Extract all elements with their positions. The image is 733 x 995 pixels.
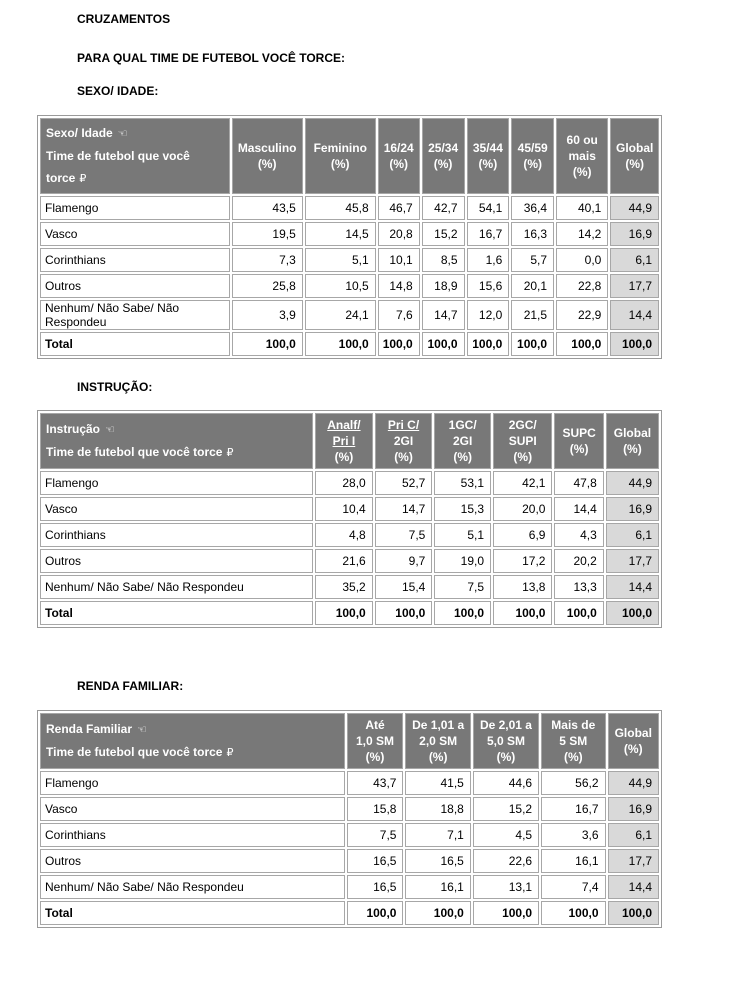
column-header-line: 2GI (393, 434, 414, 448)
value-cell: 7,5 (347, 823, 404, 847)
value-cell: 15,2 (473, 797, 539, 821)
value-cell: 7,5 (375, 523, 433, 547)
column-header-line: (%) (394, 450, 413, 464)
column-header-line: (%) (428, 750, 448, 764)
value-cell: 15,8 (347, 797, 404, 821)
value-cell: 20,1 (511, 274, 554, 298)
value-cell: 28,0 (315, 471, 373, 495)
column-header-line: mais (568, 149, 596, 163)
value-cell: 56,2 (541, 771, 605, 795)
value-cell: 100,0 (467, 332, 510, 356)
table-row (40, 523, 659, 547)
column-header-line: (%) (625, 157, 644, 171)
column-header (378, 118, 420, 194)
variable-label: Time de futebol que você torce (46, 745, 223, 759)
column-header (232, 118, 303, 194)
column-header-line: (%) (563, 750, 583, 764)
value-cell: 7,3 (232, 248, 303, 272)
value-cell: 16,5 (405, 849, 470, 873)
global-value-cell: 17,7 (608, 849, 659, 873)
table-row (40, 300, 659, 330)
value-cell: 22,9 (556, 300, 608, 330)
value-cell: 44,6 (473, 771, 539, 795)
column-header-line: SUPI (508, 434, 537, 448)
value-cell: 10,4 (315, 497, 373, 521)
global-value-cell: 14,4 (610, 300, 659, 330)
column-header (347, 713, 404, 769)
column-header-line: De 1,01 a (412, 718, 465, 732)
column-header (434, 413, 491, 469)
global-value-cell: 17,7 (610, 274, 659, 298)
global-value-cell: 6,1 (606, 523, 659, 547)
pointing-hand-icon: ☜ (117, 128, 128, 140)
crosstab-renda-familiar (37, 710, 662, 928)
value-cell: 15,6 (467, 274, 510, 298)
value-cell: 16,1 (405, 875, 470, 899)
column-header-line: (%) (496, 750, 516, 764)
row-label: Vasco (40, 222, 230, 246)
column-header-line: 1GC/ (448, 418, 477, 432)
column-header-line: Pri C/ (387, 418, 420, 432)
column-header-line: (%) (623, 442, 642, 456)
value-cell: 5,1 (434, 523, 491, 547)
value-cell: 43,5 (232, 196, 303, 220)
column-header-line: (%) (257, 157, 277, 171)
variable-label: Time de futebol que você torce (46, 149, 190, 185)
row-label: Outros (40, 274, 230, 298)
column-header (305, 118, 376, 194)
column-header (375, 413, 433, 469)
value-cell: 46,7 (378, 196, 420, 220)
column-header-line: Mais de (551, 718, 596, 732)
column-header-global (610, 118, 659, 194)
row-label: Total (40, 332, 230, 356)
value-cell: 100,0 (422, 332, 465, 356)
value-cell: 14,7 (375, 497, 433, 521)
value-cell: 20,0 (493, 497, 552, 521)
column-header (467, 118, 510, 194)
global-value-cell: 44,9 (608, 771, 659, 795)
value-cell: 14,5 (305, 222, 376, 246)
row-label: Nenhum/ Não Sabe/ Não Respondeu (40, 575, 313, 599)
value-cell: 100,0 (493, 601, 552, 625)
value-cell: 47,8 (554, 471, 603, 495)
column-header-global (608, 713, 659, 769)
row-label: Flamengo (40, 196, 230, 220)
value-cell: 6,9 (493, 523, 552, 547)
value-cell: 21,5 (511, 300, 554, 330)
column-header (541, 713, 605, 769)
column-header-line: (%) (513, 450, 533, 464)
value-cell: 14,8 (378, 274, 420, 298)
value-cell: 14,7 (422, 300, 465, 330)
column-header (556, 118, 608, 194)
pointer-symbol-icon: ₽ (226, 747, 234, 759)
value-cell: 4,3 (554, 523, 603, 547)
header-row (40, 713, 659, 769)
table-row (40, 849, 659, 873)
value-cell: 19,0 (434, 549, 491, 573)
dimension-label: Renda Familiar (46, 722, 133, 736)
column-header-line: 2GI (453, 434, 473, 448)
value-cell: 7,4 (541, 875, 605, 899)
global-value-cell: 44,9 (610, 196, 659, 220)
value-cell: 41,5 (405, 771, 470, 795)
table-row (40, 823, 659, 847)
value-cell: 15,2 (422, 222, 465, 246)
column-header-line: (%) (623, 742, 643, 756)
table-row (40, 471, 659, 495)
global-value-cell: 17,7 (606, 549, 659, 573)
pointing-hand-icon: ☜ (137, 724, 147, 736)
value-cell: 1,6 (467, 248, 510, 272)
value-cell: 100,0 (511, 332, 554, 356)
column-header-line: (%) (389, 157, 409, 171)
dimension-label: Instrução (46, 422, 101, 436)
value-cell: 10,1 (378, 248, 420, 272)
table-row (40, 875, 659, 899)
table-row (40, 196, 659, 220)
value-cell: 8,5 (422, 248, 465, 272)
column-header (511, 118, 554, 194)
question-heading: PARA QUAL TIME DE FUTEBOL VOCÊ TORCE: (77, 51, 346, 65)
value-cell: 45,8 (305, 196, 376, 220)
row-label: Vasco (40, 797, 345, 821)
row-label: Outros (40, 549, 313, 573)
value-cell: 43,7 (347, 771, 404, 795)
variable-label: Time de futebol que você torce (46, 445, 223, 459)
value-cell: 100,0 (556, 332, 608, 356)
column-header-line: Global (613, 426, 652, 440)
value-cell: 54,1 (467, 196, 510, 220)
column-header (493, 413, 552, 469)
value-cell: 40,1 (556, 196, 608, 220)
column-header-line: Até (365, 718, 385, 732)
value-cell: 7,1 (405, 823, 470, 847)
value-cell: 15,3 (434, 497, 491, 521)
value-cell: 15,4 (375, 575, 433, 599)
value-cell: 0,0 (556, 248, 608, 272)
value-cell: 9,7 (375, 549, 433, 573)
value-cell: 100,0 (347, 901, 404, 925)
column-header-line: 60 ou (566, 133, 598, 147)
value-cell: 13,3 (554, 575, 603, 599)
row-label: Corinthians (40, 523, 313, 547)
global-value-cell: 14,4 (606, 575, 659, 599)
value-cell: 18,8 (405, 797, 470, 821)
value-cell: 100,0 (375, 601, 433, 625)
header-row (40, 413, 659, 469)
value-cell: 100,0 (305, 332, 376, 356)
global-value-cell: 6,1 (610, 248, 659, 272)
row-label: Flamengo (40, 771, 345, 795)
column-header-line: 45/59 (517, 141, 548, 155)
column-header (405, 713, 470, 769)
row-label: Corinthians (40, 823, 345, 847)
global-value-cell: 14,4 (608, 875, 659, 899)
global-value-cell: 100,0 (610, 332, 659, 356)
corner-header (40, 713, 345, 769)
section-heading-instrucao: INSTRUÇÃO: (77, 380, 153, 394)
column-header-line: (%) (453, 450, 472, 464)
value-cell: 5,1 (305, 248, 376, 272)
value-cell: 100,0 (434, 601, 491, 625)
pointer-symbol-icon: ₽ (226, 447, 234, 459)
column-header-line: Feminino (313, 141, 367, 155)
value-cell: 100,0 (315, 601, 373, 625)
global-value-cell: 100,0 (606, 601, 659, 625)
column-header-line: (%) (365, 750, 385, 764)
global-value-cell: 44,9 (606, 471, 659, 495)
column-header-line: 2GC/ (508, 418, 537, 432)
value-cell: 21,6 (315, 549, 373, 573)
table-row (40, 222, 659, 246)
value-cell: 14,2 (556, 222, 608, 246)
pointer-symbol-icon: ₽ (79, 173, 87, 185)
column-header-line: SUPC (562, 426, 596, 440)
value-cell: 100,0 (378, 332, 420, 356)
column-header-line: (%) (569, 442, 589, 456)
corner-header (40, 118, 230, 194)
report-title: CRUZAMENTOS (77, 12, 171, 26)
section-heading-sexo-idade: SEXO/ IDADE: (77, 84, 159, 98)
global-value-cell: 16,9 (610, 222, 659, 246)
value-cell: 20,8 (378, 222, 420, 246)
value-cell: 19,5 (232, 222, 303, 246)
column-header (554, 413, 603, 469)
crosstab-sexo-idade (37, 115, 662, 359)
value-cell: 100,0 (405, 901, 470, 925)
column-header-line: Analf/ (327, 418, 361, 432)
column-header-global (606, 413, 659, 469)
value-cell: 16,5 (347, 849, 404, 873)
value-cell: 52,7 (375, 471, 433, 495)
column-header (473, 713, 539, 769)
value-cell: 14,4 (554, 497, 603, 521)
value-cell: 20,2 (554, 549, 603, 573)
column-header-line: 1,0 SM (356, 734, 395, 748)
column-header-line: (%) (433, 157, 453, 171)
table-row (40, 797, 659, 821)
table-row (40, 497, 659, 521)
total-row (40, 332, 659, 356)
table-row (40, 248, 659, 272)
value-cell: 100,0 (554, 601, 603, 625)
column-header-line: (%) (330, 157, 350, 171)
column-header-line: 5 SM (559, 734, 588, 748)
value-cell: 35,2 (315, 575, 373, 599)
table-row (40, 575, 659, 599)
column-header-line: 25/34 (428, 141, 459, 155)
row-label: Total (40, 901, 345, 925)
value-cell: 12,0 (467, 300, 510, 330)
value-cell: 16,3 (511, 222, 554, 246)
value-cell: 7,6 (378, 300, 420, 330)
global-value-cell: 16,9 (606, 497, 659, 521)
corner-header (40, 413, 313, 469)
value-cell: 4,5 (473, 823, 539, 847)
table-row (40, 549, 659, 573)
value-cell: 100,0 (541, 901, 605, 925)
value-cell: 100,0 (232, 332, 303, 356)
value-cell: 42,7 (422, 196, 465, 220)
value-cell: 13,8 (493, 575, 552, 599)
table-row (40, 274, 659, 298)
row-label: Nenhum/ Não Sabe/ Não Respondeu (40, 875, 345, 899)
column-header-line: (%) (572, 165, 592, 179)
dimension-label: Sexo/ Idade (46, 126, 113, 140)
row-label: Corinthians (40, 248, 230, 272)
value-cell: 7,5 (434, 575, 491, 599)
value-cell: 22,6 (473, 849, 539, 873)
value-cell: 16,7 (467, 222, 510, 246)
value-cell: 36,4 (511, 196, 554, 220)
column-header-line: 35/44 (472, 141, 503, 155)
value-cell: 24,1 (305, 300, 376, 330)
column-header-line: 16/24 (383, 141, 414, 155)
value-cell: 16,5 (347, 875, 404, 899)
value-cell: 100,0 (473, 901, 539, 925)
value-cell: 4,8 (315, 523, 373, 547)
global-value-cell: 16,9 (608, 797, 659, 821)
row-label: Nenhum/ Não Sabe/ Não Respondeu (40, 300, 230, 330)
column-header-line: (%) (478, 157, 498, 171)
value-cell: 16,1 (541, 849, 605, 873)
value-cell: 42,1 (493, 471, 552, 495)
value-cell: 3,6 (541, 823, 605, 847)
column-header-line: 5,0 SM (486, 734, 525, 748)
value-cell: 22,8 (556, 274, 608, 298)
column-header-line: De 2,01 a (479, 718, 532, 732)
total-row (40, 901, 659, 925)
row-label: Total (40, 601, 313, 625)
section-heading-renda-familiar: RENDA FAMILIAR: (77, 679, 184, 693)
value-cell: 17,2 (493, 549, 552, 573)
row-label: Vasco (40, 497, 313, 521)
value-cell: 13,1 (473, 875, 539, 899)
value-cell: 5,7 (511, 248, 554, 272)
column-header-line: Masculino (237, 141, 297, 155)
global-value-cell: 100,0 (608, 901, 659, 925)
column-header (315, 413, 373, 469)
value-cell: 3,9 (232, 300, 303, 330)
row-label: Flamengo (40, 471, 313, 495)
value-cell: 16,7 (541, 797, 605, 821)
table-row (40, 771, 659, 795)
crosstab-instrucao (37, 410, 662, 628)
column-header-line: 2,0 SM (419, 734, 458, 748)
value-cell: 18,9 (422, 274, 465, 298)
pointing-hand-icon: ☜ (105, 424, 115, 436)
global-value-cell: 6,1 (608, 823, 659, 847)
column-header-line: (%) (523, 157, 542, 171)
column-header-line: Global (614, 726, 652, 740)
column-header-line: (%) (334, 450, 354, 464)
column-header-line: Pri I (332, 434, 356, 448)
total-row (40, 601, 659, 625)
header-row (40, 118, 659, 194)
column-header-line: Global (615, 141, 654, 155)
row-label: Outros (40, 849, 345, 873)
value-cell: 10,5 (305, 274, 376, 298)
column-header (422, 118, 465, 194)
value-cell: 53,1 (434, 471, 491, 495)
value-cell: 25,8 (232, 274, 303, 298)
